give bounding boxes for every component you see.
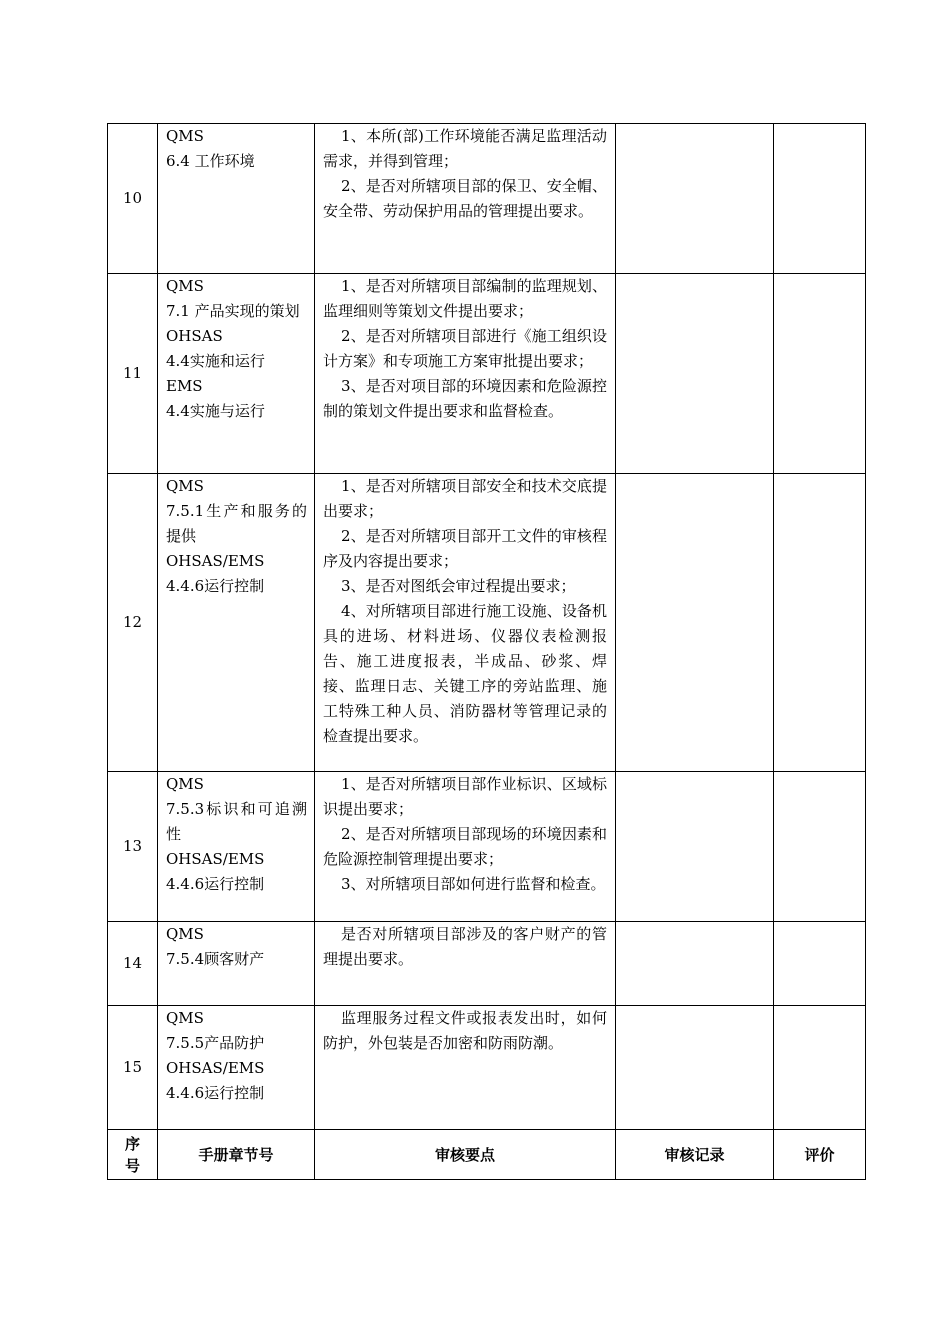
section-line: 4.4.6运行控制: [166, 577, 265, 595]
audit-point: 3、是否对项目部的环境因素和危险源控制的策划文件提出要求和监督检查。: [323, 377, 607, 420]
audit-point: 监理服务过程文件或报表发出时，如何防护，外包装是否加密和防雨防潮。: [323, 1009, 607, 1052]
manual-section: [158, 922, 315, 1006]
header-sequence-char: 号: [124, 1156, 140, 1175]
header-manual-section: 手册章节号: [158, 1130, 315, 1180]
table-row: [108, 772, 866, 922]
audit-rows: [108, 124, 866, 1180]
audit-record-cell[interactable]: [616, 1006, 774, 1130]
manual-section: [158, 274, 315, 474]
audit-points: [315, 1006, 616, 1130]
audit-point: 1、是否对所辖项目部编制的监理规划、监理细则等策划文件提出要求；: [323, 277, 607, 320]
section-line: 4.4.6运行控制: [166, 875, 265, 893]
audit-points: [315, 274, 616, 474]
section-line: OHSAS/EMS: [166, 552, 265, 570]
audit-point: 2、是否对所辖项目部开工文件的审核程序及内容提出要求；: [323, 527, 607, 570]
header-sequence-number: [108, 1130, 158, 1180]
section-line: QMS: [166, 925, 204, 943]
audit-point: 3、是否对图纸会审过程提出要求；: [341, 577, 576, 595]
table-row: [108, 124, 866, 274]
section-line: 7.5.1生产和服务的提供: [166, 502, 307, 545]
table-row: [108, 1006, 866, 1130]
section-line: OHSAS: [166, 327, 223, 345]
audit-points: [315, 474, 616, 772]
section-line: QMS: [166, 775, 204, 793]
row-number: 11: [108, 274, 158, 474]
section-line: OHSAS/EMS: [166, 1059, 265, 1077]
section-line: 7.5.4顾客财产: [166, 950, 265, 968]
evaluation-cell[interactable]: [774, 772, 866, 922]
audit-points: [315, 124, 616, 274]
audit-point: 1、是否对所辖项目部作业标识、区域标识提出要求；: [323, 775, 607, 818]
section-line: 4.4实施与运行: [166, 402, 265, 420]
audit-point: 1、本所(部)工作环境能否满足监理活动需求，并得到管理；: [323, 127, 607, 170]
header-audit-record: 审核记录: [616, 1130, 774, 1180]
evaluation-cell[interactable]: [774, 124, 866, 274]
header-evaluation: 评价: [774, 1130, 866, 1180]
evaluation-cell[interactable]: [774, 922, 866, 1006]
audit-record-cell[interactable]: [616, 274, 774, 474]
section-line: QMS: [166, 277, 204, 295]
audit-points: [315, 922, 616, 1006]
section-line: OHSAS/EMS: [166, 850, 265, 868]
table-row: [108, 274, 866, 474]
audit-point: 2、是否对所辖项目部的保卫、安全帽、安全带、劳动保护用品的管理提出要求。: [323, 177, 607, 220]
section-line: QMS: [166, 127, 204, 145]
audit-record-cell[interactable]: [616, 922, 774, 1006]
evaluation-cell[interactable]: [774, 474, 866, 772]
audit-point: 3、对所辖项目部如何进行监督和检查。: [341, 875, 606, 893]
audit-point: 4、对所辖项目部进行施工设施、设备机具的进场、材料进场、仪器仪表检测报告、施工进度报表，半成品、砂浆、焊接、监理日志、关键工序的旁站监理、施工特殊工种人员、消防器材等管理记录的检查提出要求。: [323, 602, 607, 745]
manual-section: [158, 474, 315, 772]
section-line: 4.4实施和运行: [166, 352, 265, 370]
section-line: QMS: [166, 477, 204, 495]
row-number: 12: [108, 474, 158, 772]
section-line: 4.4.6运行控制: [166, 1084, 265, 1102]
header-audit-points: 审核要点: [315, 1130, 616, 1180]
audit-record-cell[interactable]: [616, 772, 774, 922]
manual-section: [158, 124, 315, 274]
section-line: 6.4 工作环境: [166, 152, 255, 170]
table-row: [108, 474, 866, 772]
audit-point: 是否对所辖项目部涉及的客户财产的管理提出要求。: [323, 925, 607, 968]
audit-point: 2、是否对所辖项目部进行《施工组织设计方案》和专项施工方案审批提出要求；: [323, 327, 607, 370]
audit-point: 2、是否对所辖项目部现场的环境因素和危险源控制管理提出要求；: [323, 825, 607, 868]
section-line: 7.1 产品实现的策划: [166, 302, 300, 320]
evaluation-cell[interactable]: [774, 1006, 866, 1130]
audit-record-cell[interactable]: [616, 124, 774, 274]
row-number: 14: [108, 922, 158, 1006]
section-line: QMS: [166, 1009, 204, 1027]
audit-record-cell[interactable]: [616, 474, 774, 772]
row-number: 13: [108, 772, 158, 922]
manual-section: [158, 772, 315, 922]
header-sequence-char: 序: [124, 1134, 140, 1153]
section-line: 7.5.5产品防护: [166, 1034, 265, 1052]
table-header-row: [108, 1130, 866, 1180]
section-line: 7.5.3标识和可追溯性: [166, 800, 307, 843]
row-number: 15: [108, 1006, 158, 1130]
row-number: 10: [108, 124, 158, 274]
table-row: [108, 922, 866, 1006]
section-line: EMS: [166, 377, 203, 395]
audit-point: 1、是否对所辖项目部安全和技术交底提出要求；: [323, 477, 607, 520]
manual-section: [158, 1006, 315, 1130]
audit-points: [315, 772, 616, 922]
audit-checklist-table: [107, 123, 866, 1180]
evaluation-cell[interactable]: [774, 274, 866, 474]
